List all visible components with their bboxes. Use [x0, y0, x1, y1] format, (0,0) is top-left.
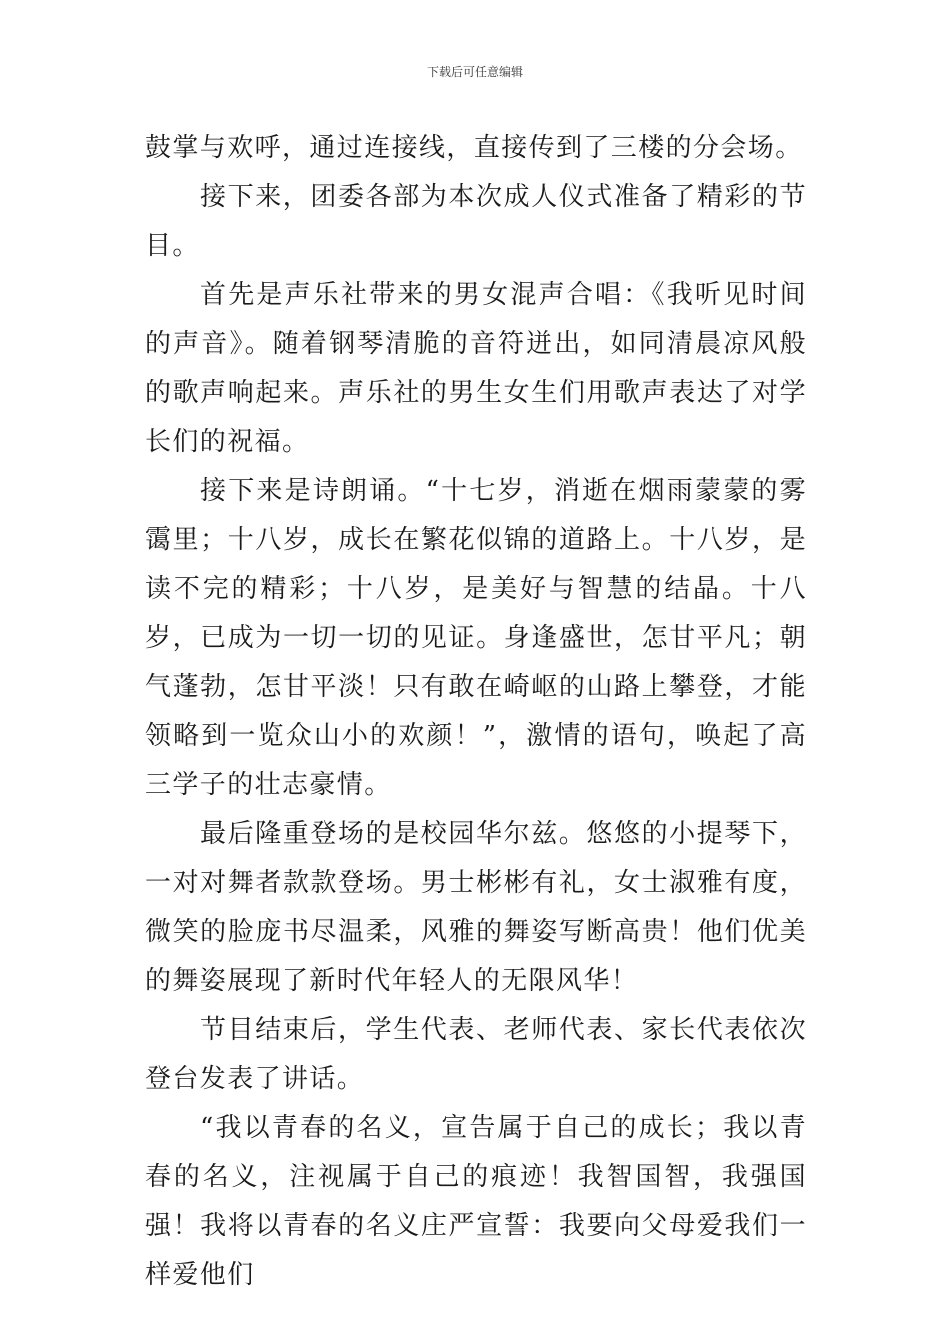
paragraph-2: 接下来，团委各部为本次成人仪式准备了精彩的节目。: [145, 182, 807, 261]
document-body: [145, 124, 807, 1300]
paragraph-5: 最后隆重登场的是校园华尔兹。悠悠的小提琴下，一对对舞者款款登场。男士彬彬有礼，女士淑雅有度，微笑的脸庞书尽温柔，风雅的舞姿写断高贵！他们优美的舞姿展现了新时代年轻人的无限风华！: [145, 819, 807, 996]
page-header-note: 下载后可任意编辑: [426, 65, 523, 79]
paragraph-3: 首先是声乐社带来的男女混声合唱：《我听见时间的声音》。随着钢琴清脆的音符迸出，如同清晨凉风般的歌声响起来。声乐社的男生女生们用歌声表达了对学长们的祝福。: [145, 280, 807, 457]
paragraph-1: 鼓掌与欢呼，通过连接线，直接传到了三楼的分会场。: [145, 133, 803, 163]
paragraph-4: 接下来是诗朗诵。“十七岁，消逝在烟雨蒙蒙的雾霭里；十八岁，成长在繁花似锦的道路上。十八岁，是读不完的精彩；十八岁，是美好与智慧的结晶。十八岁，已成为一切一切的见证。身逢盛世，怎甘平凡；朝气蓬勃，怎甘平淡！只有敢在崎岖的山路上攀登，才能领略到一览众山小的欢颜！”，激情的语句，唤起了高三学子的壮志豪情。: [145, 476, 807, 800]
paragraph-6: 节目结束后，学生代表、老师代表、家长代表依次登台发表了讲话。: [145, 1015, 807, 1094]
paragraph-7: “我以青春的名义，宣告属于自己的成长；我以青春的名义，注视属于自己的痕迹！我智国智，我强国强！我将以青春的名义庄严宣誓：我要向父母爱我们一样爱他们: [145, 1113, 807, 1290]
